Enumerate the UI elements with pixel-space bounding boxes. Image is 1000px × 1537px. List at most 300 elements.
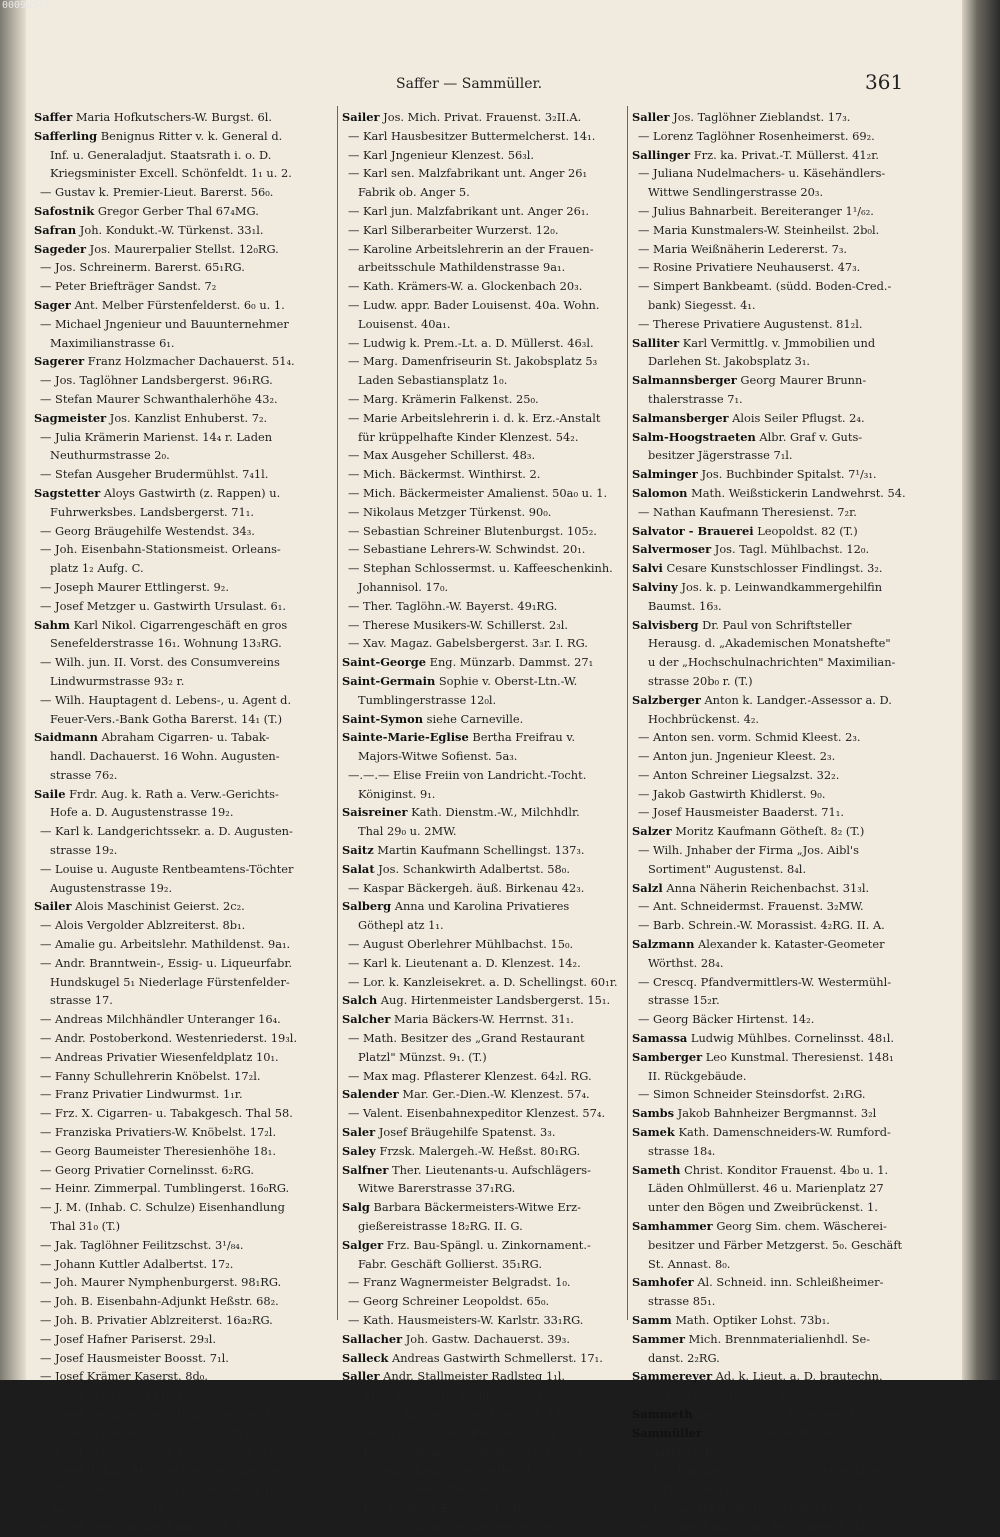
directory-continuation [34,841,334,860]
directory-subentry [342,1104,624,1123]
surname: Salomon [632,485,688,500]
directory-entry [342,1198,624,1217]
entry-text: Baumst. 16₃. [648,598,722,613]
directory-subentry [34,1067,334,1086]
surname: Safostnik [34,203,95,218]
directory-continuation [632,1386,956,1405]
entry-text: — Simon Schneider Steinsdorfst. 2₁RG. [638,1087,866,1102]
directory-subentry [632,841,956,860]
directory-entry [632,1217,956,1236]
entry-text: — Max mag. Pflasterer Klenzest. 64₂l. RG. [348,1068,592,1083]
directory-subentry [342,334,624,353]
entry-text: — Ludw. appr. Bader Louisenst. 40a. Wohn. [348,297,600,312]
directory-continuation [342,747,624,766]
directory-subentry [342,540,624,559]
entry-text: — Josef Hausmeister Boosst. 7₁l. [40,1350,229,1365]
directory-continuation [34,164,334,183]
directory-subentry [342,390,624,409]
directory-subentry [34,1461,334,1480]
directory-continuation [342,1179,624,1198]
directory-subentry [632,747,956,766]
directory-subentry [342,127,624,146]
entry-text: — Josef Maschinist Metzst. 7₃. [40,1388,216,1403]
directory-entry [632,1048,956,1067]
entry-text: — Therese Privatiere Augustenst. 81₂l. [638,316,863,331]
entry-text: strasse 17. [50,993,113,1008]
entry-text: — Georg Baumeister Theresienhöhe 18₁. [40,1143,276,1158]
directory-subentry [342,634,624,653]
directory-subentry [34,1386,334,1405]
directory-entry [34,484,334,503]
column-divider [337,106,338,1320]
directory-continuation [342,258,624,277]
entry-text: Louisenst. 40a₁. [358,316,451,331]
directory-entry [34,728,334,747]
directory-subentry [342,221,624,240]
directory-subentry [34,390,334,409]
directory-subentry [34,1085,334,1104]
entry-text: Feuer-Vers.-Bank Gotha Barerst. 14₁ (T.) [50,711,283,726]
entry-text: — Amalie gu. Arbeitslehr. Mathildenst. 9a₁. [40,937,291,952]
surname: Sailer [342,110,380,124]
entry-text: — Anna Wäscherin Zieblandst. 21₀. [348,1388,552,1403]
surname: Salat [342,861,375,876]
entry-text: Maximilianstrasse 6₁. [50,335,175,350]
directory-entry [632,484,956,503]
directory-subentry [632,766,956,785]
directory-entry [632,371,956,390]
entry-text: Jos. k. p. Leinwandkammergehilfin [681,579,883,594]
directory-subentry [34,578,334,597]
entry-text: — Andr. Postoberkond. Westenriederst. 19₃l. [40,1031,298,1046]
entry-text: Joh. Kondukt.-W. Türkenst. 33₁l. [79,222,264,237]
directory-entry [342,672,624,691]
entry-text: Alois Seiler Pflugst. 2₄. [732,410,865,425]
entry-text: — Jos. Postbote Elvirast. 13₂RG. [348,1500,533,1515]
directory-continuation [632,1292,956,1311]
entry-text: Jakob Bahnheizer Bergmannst. 3₂l [677,1106,877,1121]
surname: Salvisberg [632,617,699,632]
entry-text: — Karl jun. Malzfabrikant unt. Anger 26₁. [348,203,590,218]
entry-text: — Johann Kuttler Adalbertst. 17₂. [40,1256,234,1271]
book-binding-gutter [0,0,26,1380]
entry-text: Abraham Cigarren- u. Tabak- [101,730,270,745]
directory-entry [342,1142,624,1161]
surname: Samberger [632,1049,703,1064]
directory-continuation [34,146,334,165]
entry-text: Cesare Kunstschlosser Findlingst. 3₂. [666,561,883,576]
directory-continuation [342,1255,624,1274]
directory-continuation [342,315,624,334]
directory-entry [632,822,956,841]
directory-entry [342,991,624,1010]
directory-entry [632,1104,956,1123]
surname: Salm-Hoogstraeten [632,429,756,444]
directory-subentry [342,146,624,165]
directory-subentry [342,1386,624,1405]
directory-subentry [34,954,334,973]
directory-subentry [34,597,334,616]
entry-text: Maria Bäckers-W. Herrnst. 31₁. [394,1012,574,1027]
surname: Sambs [632,1106,675,1121]
directory-subentry [342,465,624,484]
surname: Sainte-Marie-Eglise [342,730,469,745]
directory-subentry [34,860,334,879]
entry-text: — Heinr. Zimmerpal. Tumblingerst. 16₀RG. [40,1181,290,1196]
entry-text: St. Annast. 8₀. [648,1256,731,1271]
surname: Sammeth [632,1406,693,1421]
surname: Sammereyer [632,1369,713,1384]
directory-entry [632,1367,956,1386]
surname: Sagstetter [34,485,101,500]
directory-entry [342,860,624,879]
surname: Saile [34,786,66,801]
entry-text: Josef Bräugehilfe Spatenst. 3₃. [378,1125,556,1140]
directory-subentry [342,164,624,183]
directory-subentry [342,1480,624,1499]
entry-text: u der „Hochschulnachrichten" Maximilian- [648,655,896,670]
entry-text: Johannisol. 17₀. [358,579,449,594]
directory-continuation [632,710,956,729]
directory-subentry [34,1161,334,1180]
directory-subentry [632,127,956,146]
directory-entry [632,334,956,353]
directory-continuation [632,634,956,653]
entry-text: — Marg. Damenfriseurin St. Jakobsplatz 5₃ [348,354,598,369]
directory-subentry [632,973,956,992]
entry-text: — Andreas Privatier Wiesenfeldplatz 10₁. [40,1049,279,1064]
entry-text: Alois Maschinist Geierst. 2c₂. [75,899,245,914]
entry-text: — Simpert Bankbeamt. (südd. Boden-Cred.- [638,279,892,294]
column-divider [627,106,628,1320]
directory-entry [632,935,956,954]
entry-text: — Josef Hausmeister Baaderst. 71₁. [638,805,844,820]
directory-continuation [34,559,334,578]
directory-subentry [34,1273,334,1292]
directory-continuation [34,1217,334,1236]
entry-text: Anna und Karolina Privatieres [394,899,570,914]
surname: Salg [342,1200,370,1215]
entry-text: Gregor Gerber Thal 67₄MG. [97,203,259,218]
entry-text: Majors-Witwe Sofienst. 5a₃. [358,749,518,764]
entry-text: — Jak. Taglöhner Feilitzschst. 3¹/₈₄. [40,1237,244,1252]
directory-subentry [34,258,334,277]
entry-text: unter den Bögen und Zweibrückenst. 1. [648,1200,878,1215]
entry-text: Thal 31₀ (T.) [50,1219,121,1234]
entry-text: danst. 2₂RG. [648,1350,720,1365]
entry-text: — Jakob Gastwirth Khidlerst. 9₀. [638,786,826,801]
directory-subentry [34,1311,334,1330]
directory-continuation [632,1179,956,1198]
surname: Saller [632,110,670,124]
entry-text: — Karl Silberarbeiter Wurzerst. 12₀. [348,222,559,237]
entry-text: Franz Holzmacher Dachauerst. 51₄. [87,354,295,369]
directory-entry [34,897,334,916]
directory-subentry [632,916,956,935]
entry-text: handl. Dachauerst. 16 Wohn. Augusten- [50,749,280,764]
surname: Salvi [632,561,663,576]
surname: Salzberger [632,692,701,707]
entry-text: — Heinrich Monteur Reichenbachst. 20d₄m. [348,1425,604,1440]
surname: Salzmann [632,937,695,952]
entry-text: — Gustav k. Premier-Lieut. Barerst. 56₀. [40,185,274,200]
directory-subentry [34,1518,334,1537]
entry-text: Neuthurmstrasse 2₀. [50,448,170,463]
directory-subentry [34,935,334,954]
entry-text: — Karl Jngenieur Klenzest. 56₃l. [348,147,535,162]
entry-text: — Karoline Arbeitslehrerin an der Frauen- [348,241,594,256]
directory-entry [632,428,956,447]
entry-text: Laden Sebastiansplatz 1₀. [358,373,508,388]
entry-text: Kriegsminister Excell. Schönfeldt. 1₁ u. 2. [50,166,292,181]
entry-text: Math. Weißstickerin Landwehrst. 54. [691,485,906,500]
entry-text: — Karl k. Landgerichtssekr. a. D. Augusten- [40,824,293,839]
entry-text: Frz. Bau-Spängl. u. Zinkornament.- [386,1237,591,1252]
entry-text: — Jos. Gendarm.-Stat.-Kommand. Dienst- [348,1444,587,1459]
directory-continuation [34,747,334,766]
directory-subentry [342,1499,624,1518]
entry-text: Leopoldst. 82 (T.) [757,523,858,538]
entry-text: — Juliana Nudelmachers- u. Käsehändlers- [638,166,886,181]
entry-text: maningerstrasse 42. [50,1500,169,1515]
surname: Salzer [632,824,672,839]
entry-text: — Maria Weißnäherin Ledererst. 7₃. [638,241,848,256]
surname: Saler [342,1125,376,1140]
directory-entry [632,616,956,635]
surname: Samhammer [632,1219,713,1234]
entry-text: Maria Hofkutschers-W. Burgst. 6l. [75,110,273,124]
entry-text: — Louise u. Auguste Rentbeamtens-Töchter [40,861,294,876]
directory-continuation [632,1255,956,1274]
directory-continuation [632,1236,956,1255]
entry-text: Aug. Hirtenmeister Landsbergerst. 15₁. [380,993,611,1008]
directory-entry [632,1161,956,1180]
directory-entry [34,108,334,127]
entry-text: Jnstitut u. Anfragebur. Wiesenfeldpl. 3₂. [648,1388,879,1403]
directory-subentry [632,1010,956,1029]
surname: Saidmann [34,730,98,745]
surname: Safran [34,222,77,237]
directory-continuation [34,634,334,653]
entry-text: — Georg Schreiner Leopoldst. 65₀. [348,1294,550,1309]
surname: Salger [342,1237,384,1252]
entry-text: — Stephan Schlossermst. u. Kaffeeschenkinh. [348,561,613,576]
entry-text: Karlstrasse 41₃l. [648,1482,744,1497]
entry-text: Leo Kunstmal. Theresienst. 148₁ [705,1049,894,1064]
entry-text: — Jos. Schreinerm. Barerst. 65₁RG. [40,260,245,275]
directory-subentry [342,954,624,973]
entry-text: Dr. Paul von Schriftsteller [702,617,852,632]
entry-text: Witwe Barerstrasse 37₁RG. [358,1181,516,1196]
entry-text: Jos. Kanzlist Enhuberst. 7₂. [109,410,268,425]
surname: Saint-Symon [342,711,423,726]
directory-entry [632,578,956,597]
directory-continuation [342,371,624,390]
surname: Samhofer [632,1275,694,1290]
directory-subentry [34,371,334,390]
entry-text: Eng. Münzarb. Dammst. 27₁ [429,655,594,670]
entry-text: Inf. u. Generaladjut. Staatsrath i. o. D. [50,147,272,162]
surname: Salviny [632,579,678,594]
entry-text: — Josef (Inhab. Michael Kreitler) Spiritus-, [40,1463,288,1478]
entry-text: Barbara Bäckermeisters-Witwe Erz- [373,1200,582,1215]
entry-text: — Josef Schulverweser Fraunhoferst. 32₃. [40,1444,282,1459]
entry-text: — Kath. Hausmeisters-W. Karlstr. 33₁RG. [348,1313,584,1327]
directory-subentry [632,897,956,916]
directory-entry [632,146,956,165]
entry-text: Karl Vermittlg. v. Jmmobilien und [682,335,876,350]
directory-entry [632,879,956,898]
entry-text: — Karl k. Lieutenant a. D. Klenzest. 14₂. [348,955,581,970]
entry-text: Mar. Ger.-Dien.-W. Klenzest. 57₄. [402,1087,590,1102]
running-title: Saffer — Sammüller. [396,76,543,92]
entry-text: — Sebastiane Lehrers-W. Schwindst. 20₁. [348,542,586,557]
entry-text: — Marg. Krämerin Falkenst. 25₀. [348,391,539,406]
directory-continuation [632,653,956,672]
entry-text: — J. M. (Inhab. C. Schulze) Eisenhandlung [40,1200,285,1215]
entry-text: Ant. Melber Fürstenfelderst. 6₀ u. 1. [74,297,285,312]
entry-text: wohnung Englischer Garten 4₀. [358,1463,540,1478]
entry-text: — Crescq. Pfandvermittlers-W. Westermühl- [638,974,892,989]
directory-subentry [632,277,956,296]
entry-text: Kath. Damenschneiders-W. Rumford- [678,1125,891,1140]
directory-continuation [632,446,956,465]
entry-text: — Andr. Branntwein-, Essig- u. Liqueurfabr. [40,955,293,970]
directory-subentry [342,1518,624,1537]
directory-subentry [34,1198,334,1217]
directory-subentry [342,973,624,992]
entry-text: — Ant. Schneidermst. Frauenst. 3₂MW. [638,899,864,914]
entry-text: gießereistrasse 18₂RG. II. G. [358,1219,523,1234]
entry-text: Ludw. Privatier Mitterest. 15₂. [696,1406,872,1421]
entry-text: Hochbrückenst. 4₂. [648,711,760,726]
entry-text: Fuhrwerksbes. Landsbergerst. 71₁. [50,504,254,519]
entry-text: Jos. Schankwirth Adalbertst. 58₀. [378,861,570,876]
surname: Salvermoser [632,542,712,557]
entry-text: — Franziska Privatiers-W. Knöbelst. 17₂l. [40,1125,277,1140]
entry-text: Sophie v. Oberst-Ltn.-W. [438,673,578,688]
directory-continuation [632,860,956,879]
directory-continuation [342,1217,624,1236]
entry-text: Senefelderstrasse 16₁. Wohnung 13₃RG. [50,636,282,651]
directory-entry [34,352,334,371]
entry-text: Jos. Maurerpalier Stellst. 12₀RG. [89,241,279,256]
entry-text: Al. Schneid. inn. Schleißheimer- [697,1275,884,1290]
entry-text: — Frz. X. Cigarren- u. Tabakgesch. Thal 58. [40,1106,293,1121]
entry-text: Tumblingerstrasse 12₀l. [358,692,497,707]
entry-text: — Josef Hafner Pariserst. 29₃l. [40,1331,216,1346]
entry-text: — Josef Steindrucker Rumfordst. 35₃ r. [40,1519,265,1534]
directory-subentry [34,428,334,447]
surname: Saint-George [342,655,426,670]
surname: Salliter [632,335,680,350]
entry-text: Kath. Dienstm.-W., Milchhdlr. [411,805,580,820]
directory-entry [34,785,334,804]
directory-subentry [34,1123,334,1142]
entry-text: — Joh. Maurer Nymphenburgerst. 98₁RG. [40,1275,282,1290]
entry-text: — Lorenz Taglöhner Rosenheimerst. 69₂. [638,128,875,143]
entry-text: — Ludwig k. Prem.-Lt. a. D. Müllerst. 46₃l. [348,335,594,350]
directory-subentry [632,221,956,240]
surname: Sahm [34,617,70,632]
directory-continuation [342,183,624,202]
entry-text: Hofe a. D. Augustenstrasse 19₂. [50,805,234,820]
directory-continuation [34,503,334,522]
directory-subentry [34,1292,334,1311]
directory-entry [632,522,956,541]
entry-text: Anna Näherin Reichenbachst. 31₃l. [666,880,870,895]
directory-subentry [34,1255,334,1274]
entry-text: — Fanny Schullehrerin Knöbelst. 17₂l. [40,1068,261,1083]
surname: Saffer [34,110,73,124]
entry-text: Frz. ka. Privat.-T. Müllerst. 41₂r. [693,147,880,162]
directory-entry [34,221,334,240]
directory-continuation [342,822,624,841]
directory-subentry [632,1461,956,1480]
directory-continuation [632,672,956,691]
directory-subentry [342,1443,624,1462]
entry-text: — Anton sen. vorm. Schmid Kleest. 2₃. [638,730,861,745]
page-number: 361 [865,70,904,94]
entry-text: — Anton jun. Jngenieur Kleest. 2₃. [638,749,836,764]
directory-entry [342,108,624,127]
surname: Sallinger [632,147,691,162]
entry-text: — Josef Metzger u. Gastwirth Ursulast. 6₁. [40,598,286,613]
directory-entry [632,1311,956,1330]
surname: Sageder [34,241,87,256]
directory-subentry [34,277,334,296]
surname: Samm [632,1313,672,1327]
directory-continuation [342,691,624,710]
entry-text: — Marie Arbeitslehrerin i. d. k. Erz.-Anstalt [348,410,601,425]
directory-subentry [34,822,334,841]
entry-text: Andr. Stallmeister Radlsteg 1₁l. [383,1369,566,1384]
directory-subentry [342,277,624,296]
directory-continuation [34,1499,334,1518]
surname: Samek [632,1125,675,1140]
surname: Salberg [342,899,392,914]
entry-text: Branntwein-, Essig- u. Liqueurfabrik Js- [50,1482,279,1497]
directory-continuation [342,428,624,447]
directory-subentry [342,559,624,578]
surname: Salfner [342,1162,389,1177]
entry-text: Darlehen St. Jakobsplatz 3₁. [648,354,811,369]
directory-subentry [342,522,624,541]
entry-text: Wörthst. 28₄. [648,955,724,970]
entry-text: — Nathan Kaufmann Theresienst. 7₂r. [638,504,857,519]
entry-text: thalerstrasse 7₁. [648,391,743,406]
directory-subentry [342,240,624,259]
surname: Salender [342,1087,399,1102]
entry-text: — Mich. Bäckermst. Winthirst. 2. [348,467,541,482]
directory-subentry [632,728,956,747]
directory-entry [34,409,334,428]
entry-text: — Joh. Eisenbahn-Stationsmeist. Orleans- [40,542,281,557]
directory-subentry [632,164,956,183]
directory-continuation [632,1142,956,1161]
directory-entry [342,710,624,729]
entry-text: arbeitsschule Mathildenstrasse 9a₁. [358,260,566,275]
surname: Sagmeister [34,410,107,425]
entry-text: — Georg Zahntechniker Dienerst. 19₂. [348,1406,570,1421]
directory-continuation [632,597,956,616]
entry-text: Aloys Gastwirth (z. Rappen) u. [103,485,281,500]
directory-entry [632,1273,956,1292]
directory-continuation [34,803,334,822]
entry-text: strasse 15₂r. [648,993,720,1008]
entry-text: — Karl Hausbesitzer Buttermelcherst. 14₁. [348,128,596,143]
entry-text: Karl Nikol. Cigarrengeschäft en gros [73,617,288,632]
